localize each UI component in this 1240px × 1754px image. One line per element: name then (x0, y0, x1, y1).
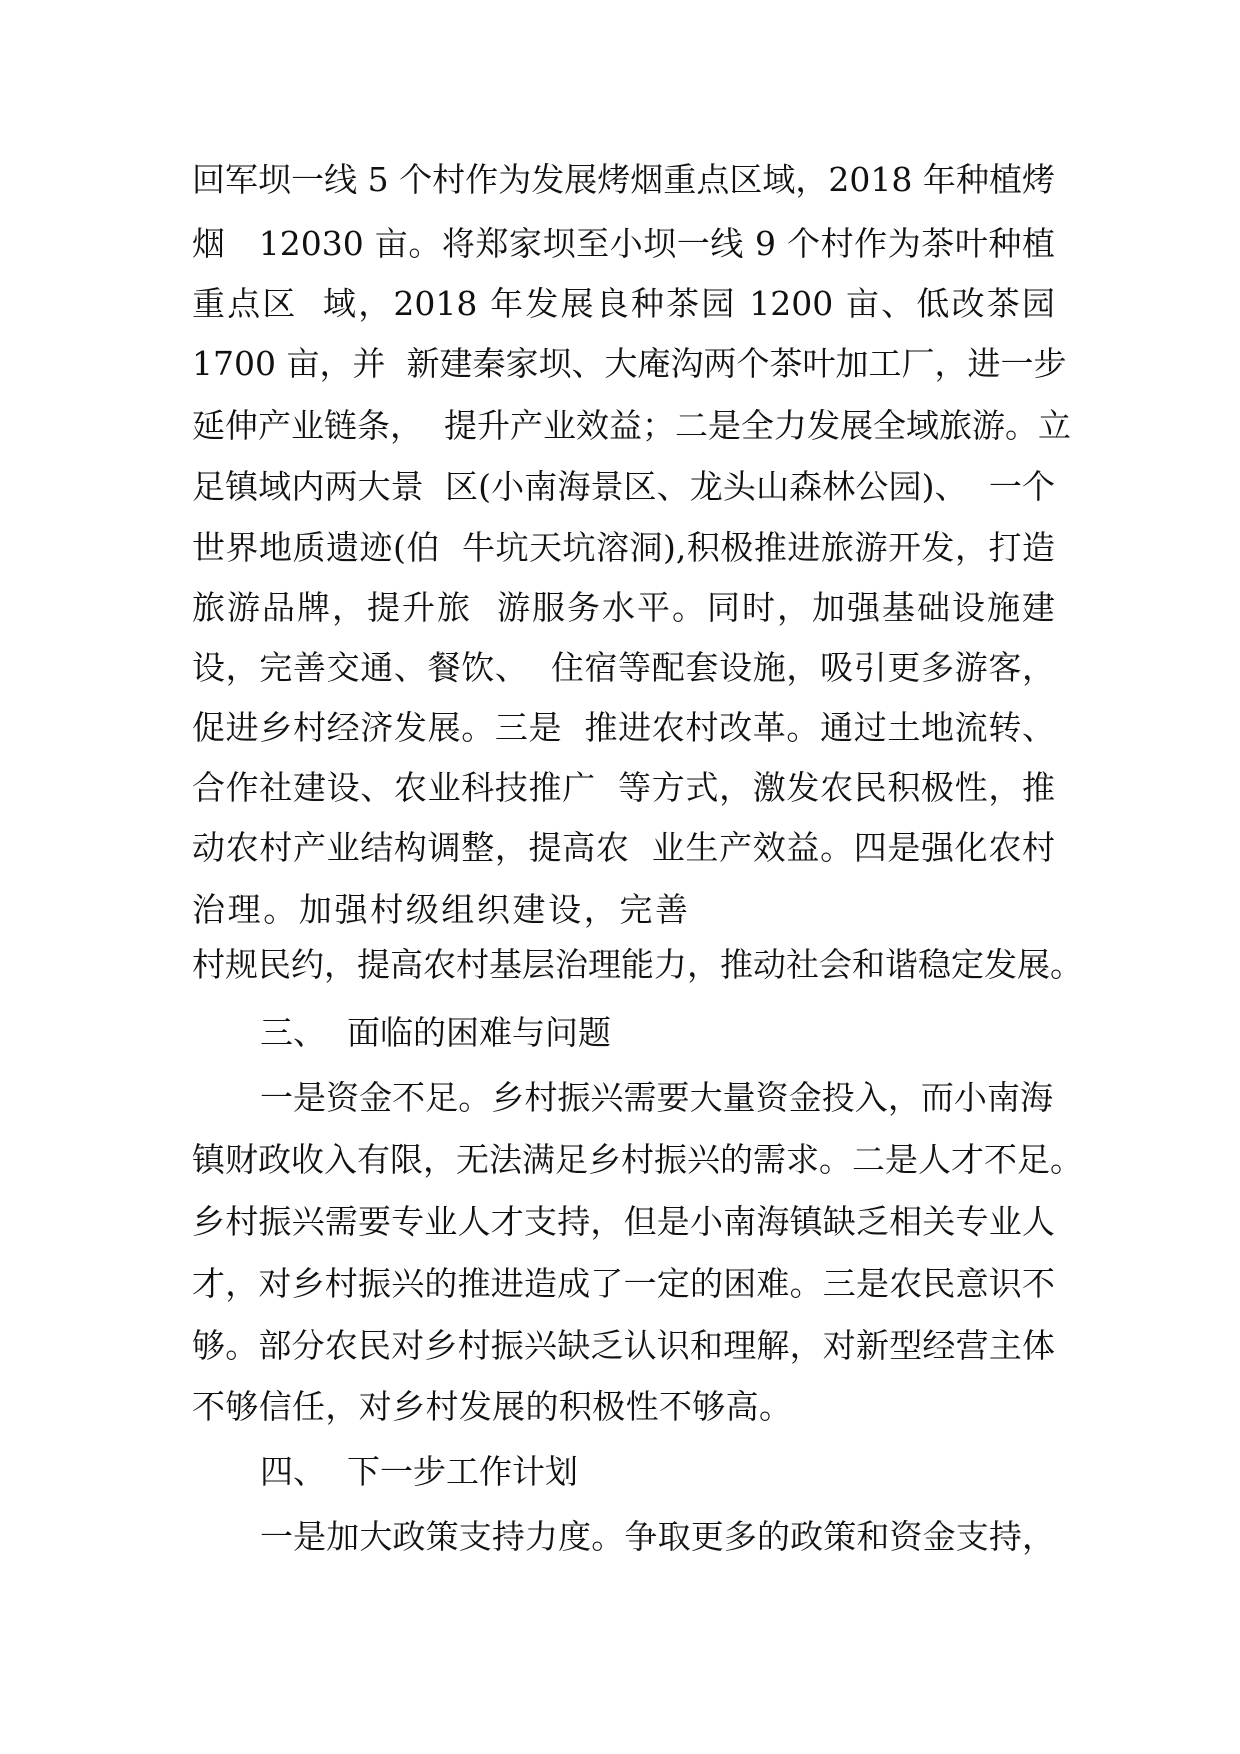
text-line-2 (0, 214, 1240, 274)
text-line-7 (0, 518, 1240, 578)
text-line-1 (0, 150, 1240, 210)
text-line-19 (0, 1316, 1240, 1376)
text-line-16-content: 镇财政收入有限，无法满足乡村振兴的需求。二是人才不足。 (192, 1140, 1083, 1179)
text-line-10 (0, 698, 1240, 758)
section-heading-3-text: 三、 面临的困难与问题 (260, 1013, 611, 1052)
text-line-1-content: 回军坝一线 5 个村作为发展烤烟重点区域，2018 年种植烤 (192, 160, 1055, 199)
text-line-3-content: 重点区 域，2018 年发展良种茶园 1200 亩、低改茶园 (192, 284, 1055, 323)
text-line-15 (0, 1068, 1240, 1128)
section-heading-4 (0, 1442, 1240, 1502)
text-line-3 (0, 274, 1240, 334)
text-line-12 (0, 818, 1240, 878)
text-line-14-content: 村规民约，提高农村基层治理能力，推动社会和谐稳定发展。 (192, 945, 1083, 984)
text-line-15-content: 一是资金不足。乡村振兴需要大量资金投入，而小南海 (260, 1078, 1053, 1117)
text-line-19-content: 够。部分农民对乡村振兴缺乏认识和理解，对新型经营主体 (192, 1326, 1055, 1365)
text-line-20 (0, 1377, 1240, 1437)
text-line-6-content: 足镇域内两大景 区(小南海景区、龙头山森林公园)、 一个 (192, 467, 1055, 506)
text-line-8-content: 旅游品牌，提升旅 游服务水平。同时，加强基础设施建 (192, 588, 1055, 627)
text-line-4 (0, 334, 1240, 394)
section-heading-4-text: 四、 下一步工作计划 (260, 1452, 578, 1491)
text-line-17-content: 乡村振兴需要专业人才支持，但是小南海镇缺乏相关专业人 (192, 1202, 1055, 1241)
text-line-13-content: 治理。加强村级组织建设，完善 (192, 890, 688, 929)
text-line-21 (0, 1507, 1240, 1567)
text-line-11 (0, 758, 1240, 818)
text-line-16 (0, 1130, 1240, 1190)
text-line-18 (0, 1254, 1240, 1314)
text-line-13 (0, 880, 1240, 940)
text-line-2-content: 烟 12030 亩。将郑家坝至小坝一线 9 个村作为茶叶种植 (192, 224, 1055, 263)
text-line-21-content: 一是加大政策支持力度。争取更多的政策和资金支持， (260, 1517, 1055, 1556)
text-line-7-content: 世界地质遗迹(伯 牛坑天坑溶洞),积极推进旅游开发，打造 (192, 528, 1055, 567)
text-line-4-content: 1700 亩，并 新建秦家坝、大庵沟两个茶叶加工厂，进一步 (192, 344, 1067, 383)
text-line-5-content: 延伸产业链条， 提升产业效益；二是全力发展全域旅游。立 (192, 406, 1071, 445)
text-line-11-content: 合作社建设、农业科技推广 等方式，激发农民积极性，推 (192, 768, 1055, 807)
text-line-17 (0, 1192, 1240, 1252)
text-line-12-content: 动农村产业结构调整，提高农 业生产效益。四是强化农村 (192, 828, 1055, 867)
text-line-18-content: 才，对乡村振兴的推进造成了一定的困难。三是农民意识不 (192, 1264, 1055, 1303)
section-heading-3 (0, 1003, 1240, 1063)
text-line-9-content: 设，完善交通、餐饮、 住宿等配套设施，吸引更多游客， (192, 648, 1055, 687)
text-line-8 (0, 578, 1240, 638)
text-line-6 (0, 457, 1240, 517)
text-line-9 (0, 638, 1240, 698)
text-line-10-content: 促进乡村经济发展。三是 推进农村改革。通过土地流转、 (192, 708, 1055, 747)
text-line-20-content: 不够信任，对乡村发展的积极性不够高。 (192, 1387, 792, 1426)
text-line-14 (0, 935, 1240, 995)
text-line-5 (0, 396, 1240, 456)
